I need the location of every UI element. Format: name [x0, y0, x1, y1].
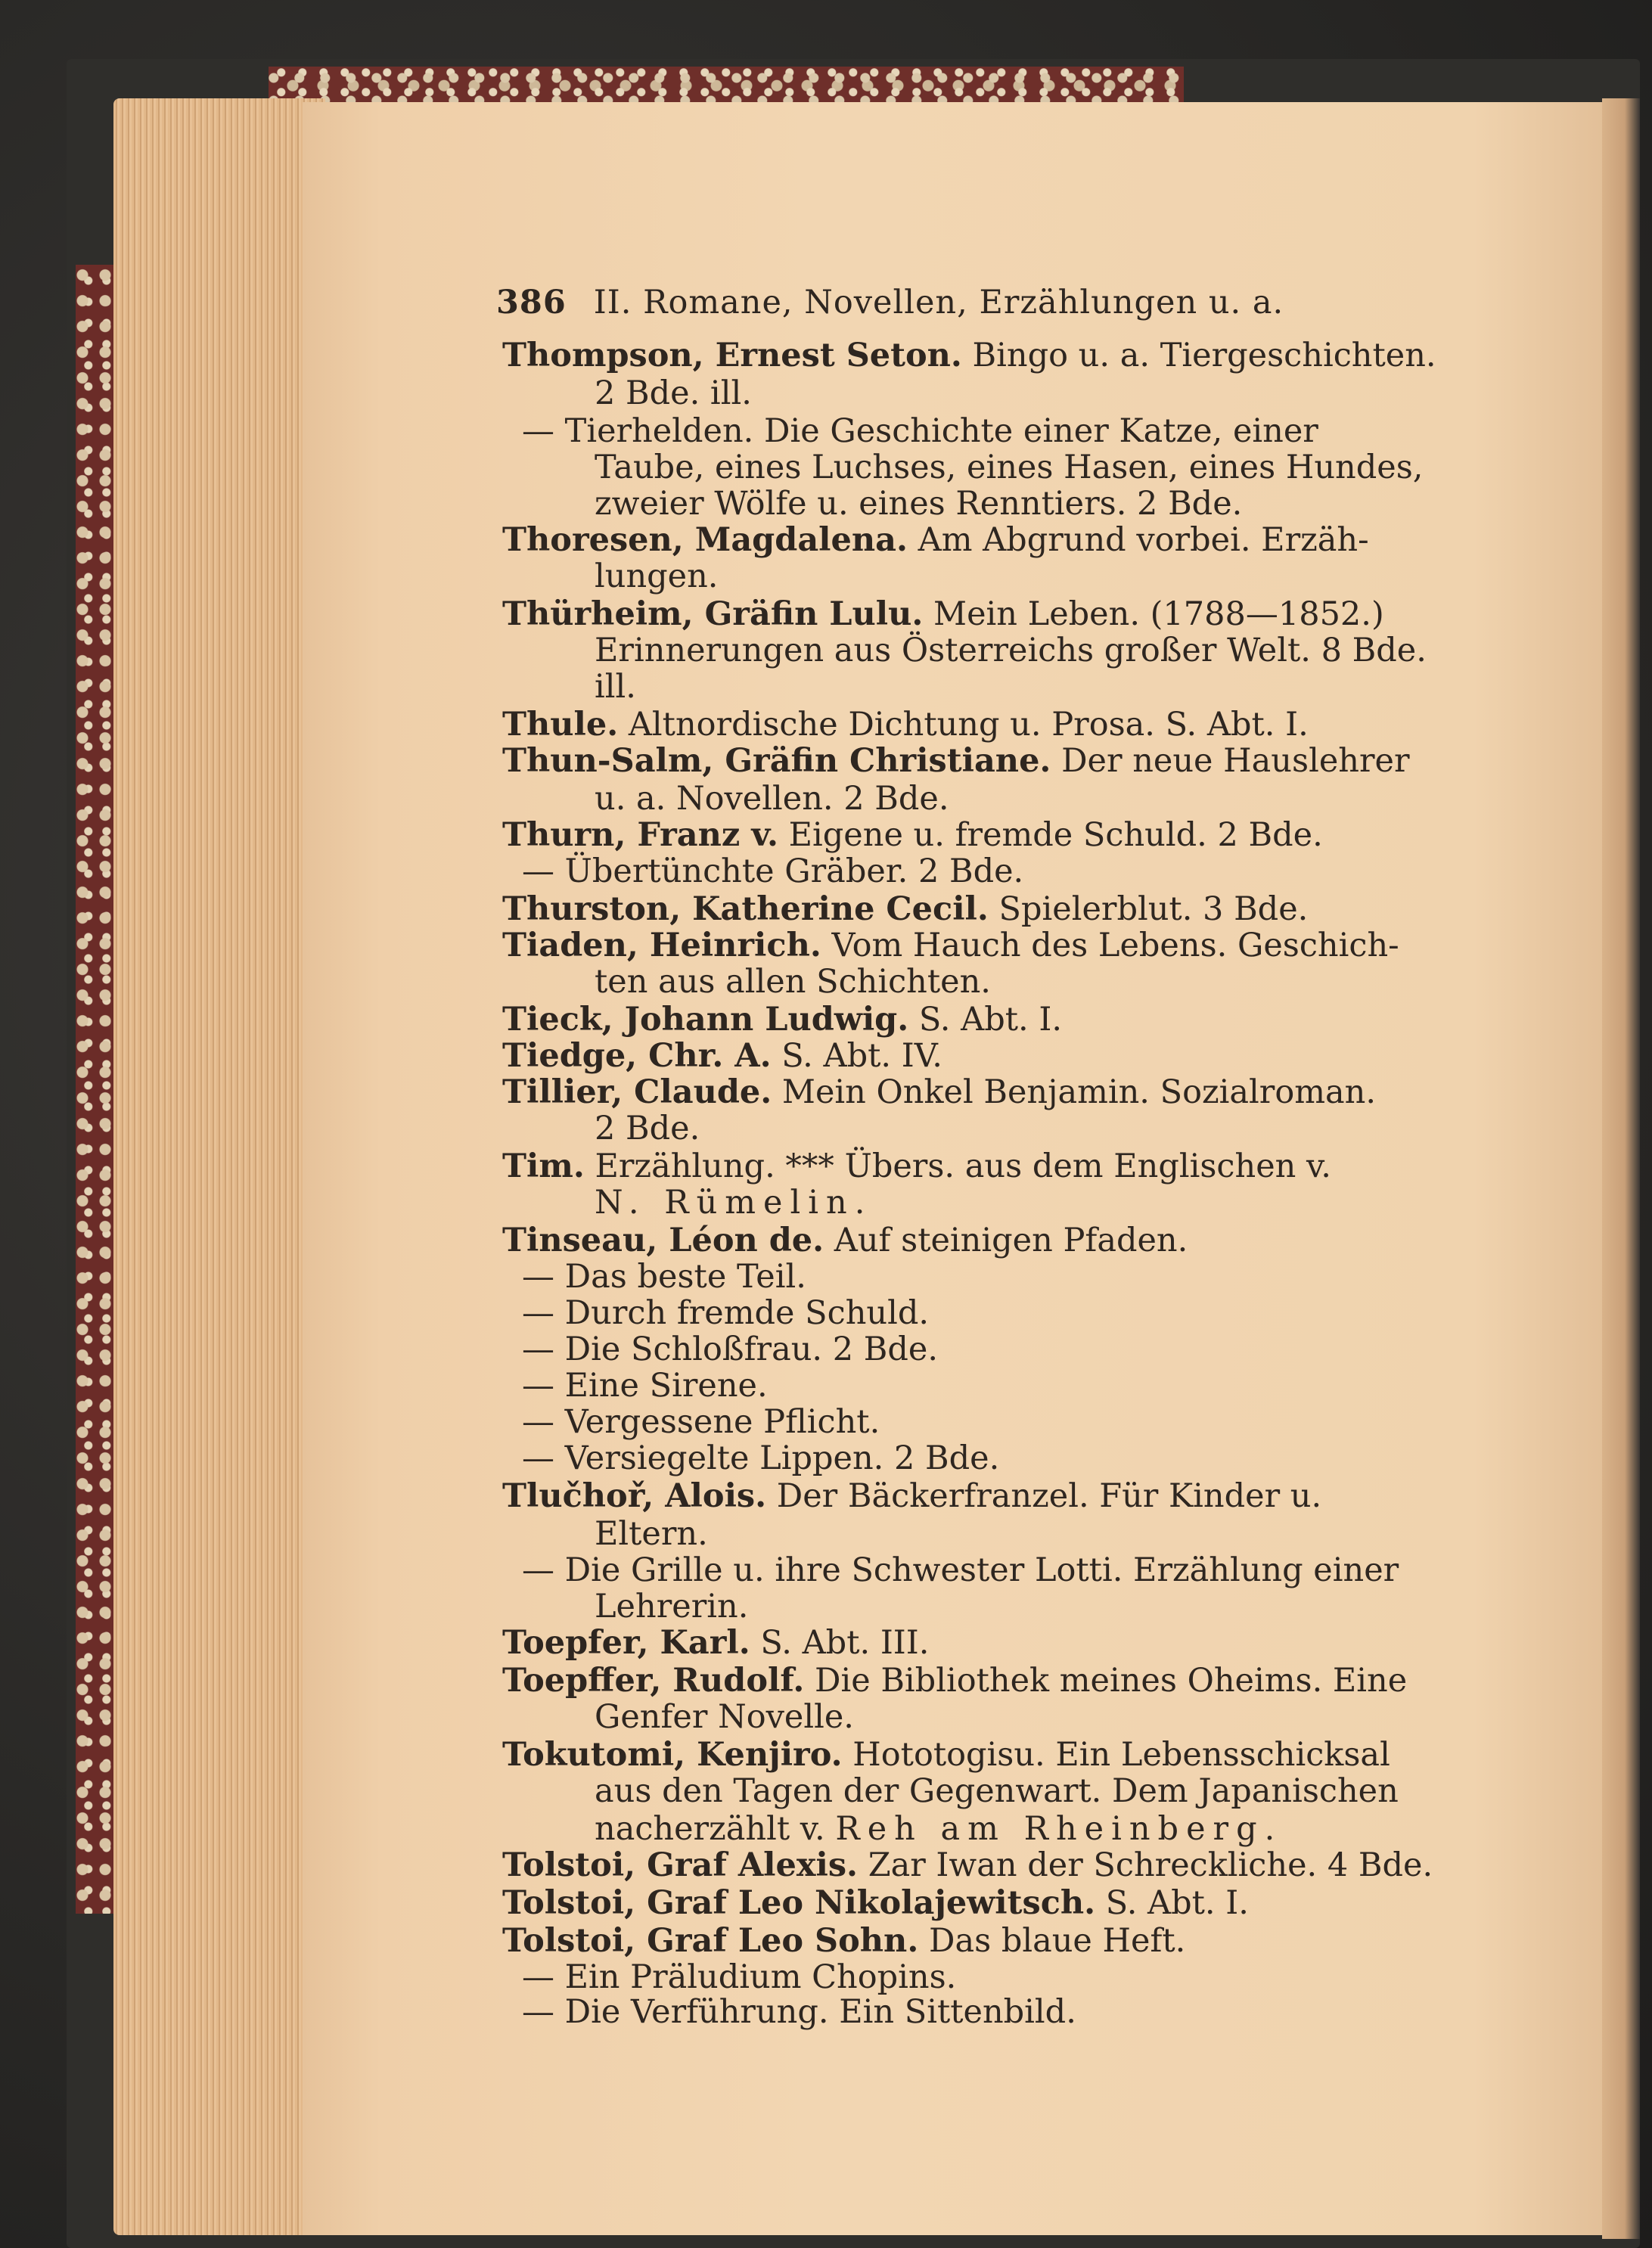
entry-author: Thoresen, Magdalena.	[502, 521, 908, 559]
catalog-line	[595, 781, 949, 817]
catalog-line	[595, 486, 1242, 522]
catalog-line	[502, 1038, 942, 1074]
catalog-line	[502, 743, 1410, 779]
catalog-line	[522, 1259, 806, 1295]
entry-title: Vom Hauch des Lebens. Geschich-	[821, 927, 1399, 964]
entry-author: Thürheim, Gräfin Lulu.	[502, 595, 924, 633]
entry-text: Erinnerungen aus Österreichs großer Welt. 8 Bde.	[595, 632, 1427, 669]
catalog-line	[502, 1001, 1062, 1038]
entry-text: Taube, eines Luchses, eines Hasen, eines Hundes,	[595, 449, 1424, 486]
entry-author: Tiaden, Heinrich.	[502, 927, 821, 964]
ditto-dash: —	[522, 1993, 554, 2031]
ditto-dash: —	[522, 1330, 554, 1368]
entry-text: Lehrerin.	[595, 1588, 749, 1625]
catalog-line	[595, 1773, 1399, 1809]
entry-title: Altnordische Dichtung u. Prosa. S. Abt. I.	[618, 706, 1309, 744]
catalog-line	[595, 1811, 1282, 1847]
entry-title: Zar Iwan der Schreckliche. 4 Bde.	[858, 1846, 1433, 1884]
entry-title: Auf steinigen Pfaden.	[824, 1222, 1188, 1259]
entry-text: Die Verführung. Ein Sittenbild.	[554, 1993, 1076, 2031]
entry-text: Versiegelte Lippen. 2 Bde.	[554, 1439, 1000, 1477]
entry-author: Tolstoi, Graf Leo Sohn.	[502, 1922, 919, 1960]
catalog-line	[595, 669, 636, 705]
entry-text: Das beste Teil.	[554, 1258, 806, 1296]
catalog-line	[502, 1663, 1407, 1699]
entry-author: Tiedge, Chr. A.	[502, 1037, 772, 1075]
catalog-line	[595, 1699, 854, 1735]
spaced-name: N. Rümelin.	[595, 1184, 873, 1222]
entry-text: Übertünchte Gräber. 2 Bde.	[554, 852, 1024, 890]
entry-text: Vergessene Pflicht.	[554, 1403, 880, 1441]
catalog-line	[502, 927, 1399, 964]
catalog-line	[595, 449, 1423, 486]
catalog-line	[522, 1552, 1399, 1588]
entry-text: lungen.	[595, 557, 719, 595]
catalog-line	[502, 1148, 1331, 1185]
ditto-dash: —	[522, 1958, 554, 1996]
entry-text: Ein Präludium Chopins.	[554, 1958, 957, 1996]
ditto-dash: —	[522, 1439, 554, 1477]
ditto-dash: —	[522, 1367, 554, 1405]
ditto-dash: —	[522, 852, 554, 890]
entry-title: S. Abt. I.	[1095, 1884, 1249, 1922]
entry-title: Spielerblut. 3 Bde.	[988, 890, 1309, 928]
entry-author: Tieck, Johann Ludwig.	[502, 1001, 909, 1039]
catalog-line	[595, 632, 1427, 669]
entry-title: S. Abt. IV.	[771, 1037, 942, 1075]
ditto-dash: —	[522, 1551, 554, 1589]
catalog-line	[502, 522, 1369, 558]
entry-text: zweier Wölfe u. eines Renntiers. 2 Bde.	[595, 485, 1243, 523]
catalog-line	[595, 1110, 700, 1147]
entry-text: Eltern.	[595, 1515, 708, 1553]
entry-title: Eigene u. fremde Schuld. 2 Bde.	[778, 816, 1323, 854]
entry-title: Der neue Hauslehrer	[1051, 742, 1410, 780]
entry-text: Die Schloßfrau. 2 Bde.	[554, 1330, 939, 1368]
catalog-line	[522, 1440, 999, 1476]
entry-title: Hototogisu. Ein Lebensschicksal	[842, 1736, 1390, 1774]
page-number: 386	[496, 284, 567, 321]
catalog-line	[595, 1588, 748, 1625]
ditto-dash: —	[522, 412, 554, 450]
spaced-name: Reh am Rheinberg.	[835, 1810, 1283, 1848]
entry-text: aus den Tagen der Gegenwart. Dem Japanischen	[595, 1772, 1399, 1810]
entry-author: Tolstoi, Graf Leo Nikolajewitsch.	[502, 1884, 1096, 1922]
catalog-line	[502, 596, 1384, 632]
catalog-line	[502, 706, 1309, 743]
catalog-line	[502, 1923, 1185, 1959]
entry-title: Am Abgrund vorbei. Erzäh-	[907, 521, 1369, 559]
catalog-line	[595, 375, 752, 411]
catalog-line	[522, 1994, 1076, 2030]
entry-author: Tillier, Claude.	[502, 1073, 772, 1111]
catalog-line	[522, 1368, 768, 1404]
catalog-line	[502, 891, 1308, 927]
entry-text: 2 Bde.	[595, 1110, 700, 1147]
catalog-line	[522, 1959, 956, 1995]
entry-author: Tinseau, Léon de.	[502, 1222, 824, 1259]
running-header	[496, 284, 1284, 321]
entry-text: Tierhelden. Die Geschichte einer Katze, einer	[554, 412, 1318, 450]
section-title: II. Romane, Novellen, Erzählungen u. a.	[593, 284, 1284, 321]
catalog-line	[522, 1331, 938, 1368]
ditto-dash: —	[522, 1258, 554, 1296]
entry-author: Thompson, Ernest Seton.	[502, 337, 962, 374]
catalog-line	[502, 817, 1323, 853]
entry-title: Mein Leben. (1788—1852.)	[923, 595, 1384, 633]
catalog-line	[502, 1847, 1433, 1883]
entry-author: Tlučhoř, Alois.	[502, 1477, 767, 1515]
entry-title: Der Bäckerfranzel. Für Kinder u.	[766, 1477, 1322, 1515]
entry-title: Bingo u. a. Tiergeschichten.	[961, 337, 1436, 374]
entry-title: Die Bibliothek meines Oheims. Eine	[804, 1662, 1408, 1700]
catalog-line	[502, 1222, 1188, 1259]
entry-text: ten aus allen Schichten.	[595, 963, 991, 1001]
entry-author: Thule.	[502, 706, 619, 744]
catalog-line	[522, 1404, 880, 1440]
entry-author: Thurn, Franz v.	[502, 816, 778, 854]
catalog-line	[522, 413, 1318, 449]
entry-text: Die Grille u. ihre Schwester Lotti. Erzählung einer	[554, 1551, 1399, 1589]
entry-author: Tim.	[502, 1147, 585, 1185]
catalog-line	[522, 853, 1023, 890]
catalog-line	[595, 558, 718, 595]
catalog-line	[502, 1625, 929, 1661]
catalog-line	[502, 1885, 1249, 1921]
entry-author: Toepffer, Rudolf.	[502, 1662, 805, 1700]
entry-author: Thurston, Katherine Cecil.	[502, 890, 989, 928]
catalog-line	[595, 1516, 708, 1552]
entry-title: S. Abt. III.	[750, 1624, 930, 1662]
ditto-dash: —	[522, 1294, 554, 1332]
entry-text: Eine Sirene.	[554, 1367, 768, 1405]
entry-title: Mein Onkel Benjamin. Sozialroman.	[772, 1073, 1377, 1111]
entry-author: Thun-Salm, Gräfin Christiane.	[502, 742, 1051, 780]
ditto-dash: —	[522, 1403, 554, 1441]
catalog-line	[522, 1295, 929, 1331]
entry-author: Tolstoi, Graf Alexis.	[502, 1846, 859, 1884]
entry-text: Genfer Novelle.	[595, 1698, 854, 1736]
entry-title: Erzählung. *** Übers. aus dem Englischen v.	[584, 1147, 1331, 1185]
entry-author: Toepfer, Karl.	[502, 1624, 750, 1662]
catalog-line	[502, 1074, 1376, 1110]
entry-author: Tokutomi, Kenjiro.	[502, 1736, 843, 1774]
entry-text: Durch fremde Schuld.	[554, 1294, 930, 1332]
entry-text: nacherzählt v.	[595, 1810, 836, 1848]
catalog-line	[502, 1737, 1390, 1773]
catalog-line	[595, 1185, 872, 1221]
entry-text: u. a. Novellen. 2 Bde.	[595, 780, 949, 818]
entry-text: 2 Bde. ill.	[595, 374, 752, 412]
entry-text: ill.	[595, 668, 636, 706]
catalog-line	[502, 337, 1436, 374]
entry-title: Das blaue Heft.	[918, 1922, 1186, 1960]
catalog-line	[595, 964, 991, 1000]
catalog-line	[502, 1478, 1321, 1514]
entry-title: S. Abt. I.	[908, 1001, 1062, 1039]
